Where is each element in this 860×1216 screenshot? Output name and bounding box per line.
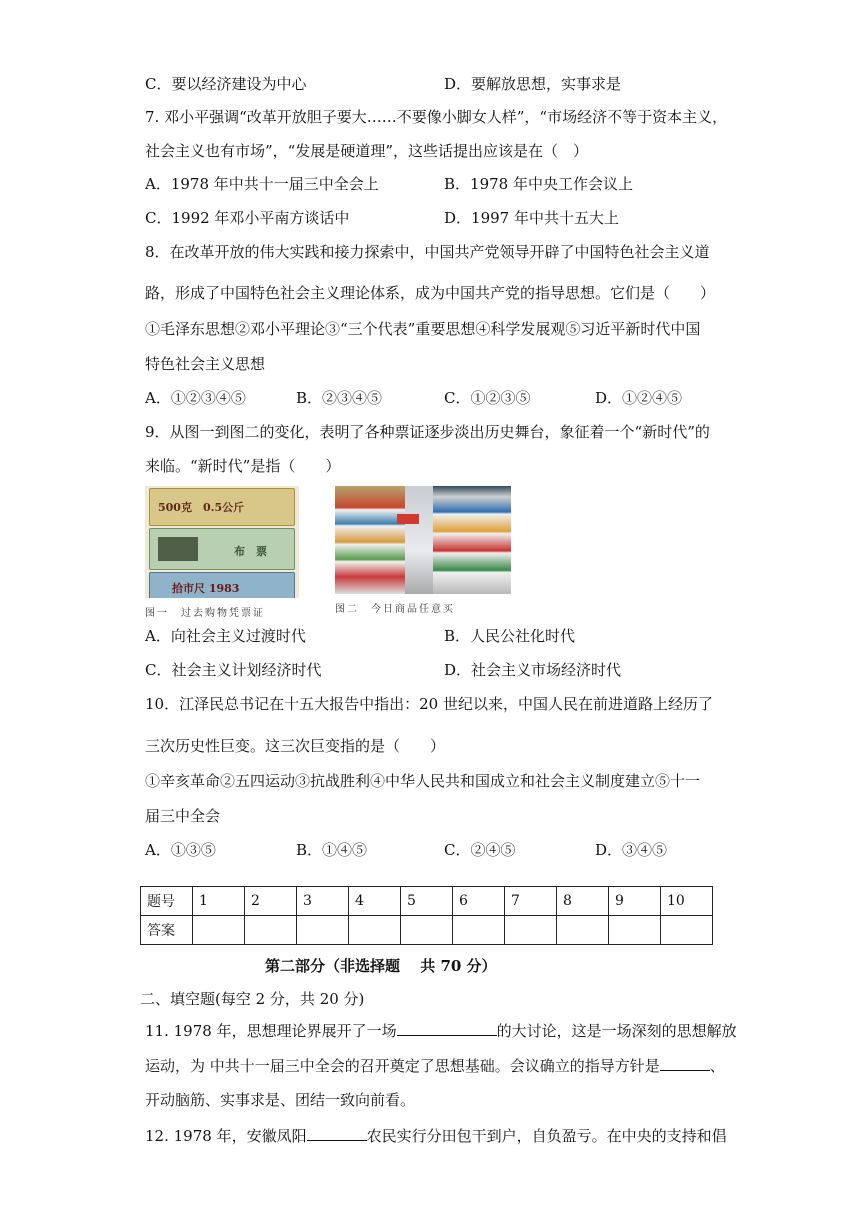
aisle xyxy=(405,486,433,594)
figure-one-caption: 图一 过去购物凭票证 xyxy=(145,608,265,619)
answer-table xyxy=(140,886,713,945)
q11-line2 xyxy=(145,1056,725,1076)
q10-option-a: A．①③⑤ xyxy=(145,841,216,859)
q11-text-part4: 、 xyxy=(709,1057,725,1075)
question-number-cell: 6 xyxy=(453,887,505,916)
q12-text-part1: 12. 1978 年，安徽凤阳 xyxy=(145,1127,307,1145)
q9-option-d: D．社会主义市场经济时代 xyxy=(444,661,622,679)
q12-text-part2: 农民实行分田包干到户，自负盈亏。在中央的支持和倡 xyxy=(366,1127,727,1145)
ration-coupons-image xyxy=(145,486,299,598)
figure-two xyxy=(335,486,511,615)
q9-option-a: A．向社会主义过渡时代 xyxy=(145,627,306,645)
q11-text-part2: 的大讨论，这是一场深刻的思想解放 xyxy=(496,1022,737,1040)
q12-blank-1[interactable] xyxy=(307,1126,367,1141)
answer-table-number-row xyxy=(141,887,713,916)
q9-stem-line1: 9．从图一到图二的变化，表明了各种票证逐步淡出历史舞台，象征着一个“新时代”的 xyxy=(145,423,710,441)
figure-one xyxy=(145,486,299,619)
q7-option-c: C．1992 年邓小平南方谈话中 xyxy=(145,209,350,227)
grain-coupon-text: 500克 0.5公斤 xyxy=(158,501,245,514)
q8-option-c: C．①②③⑤ xyxy=(444,389,531,407)
q11-line3: 开动脑筋、实事求是、团结一致向前看。 xyxy=(145,1091,416,1109)
answer-cell[interactable] xyxy=(193,916,245,945)
q6-option-d: D．要解放思想，实事求是 xyxy=(444,75,622,93)
question-number-cell: 3 xyxy=(297,887,349,916)
q9-option-c: C．社会主义计划经济时代 xyxy=(145,661,322,679)
figure-two-caption: 图二 今日商品任意买 xyxy=(335,604,455,615)
q8-items-line2: 特色社会主义思想 xyxy=(145,355,266,373)
q11-text-part1: 11. 1978 年，思想理论界展开了一场 xyxy=(145,1022,397,1040)
part-two-title: 第二部分（非选择题 共 70 分） xyxy=(265,957,497,975)
q10-option-d: D．③④⑤ xyxy=(595,841,668,859)
question-number-cell: 1 xyxy=(193,887,245,916)
answer-cell[interactable] xyxy=(349,916,401,945)
q10-option-c: C．②④⑤ xyxy=(444,841,516,859)
q7-option-d: D．1997 年中共十五大上 xyxy=(444,209,619,227)
q12-line1 xyxy=(145,1126,727,1146)
q10-stem-line1: 10．江泽民总书记在十五大报告中指出：20 世纪以来，中国人民在前进道路上经历了 xyxy=(145,695,713,713)
q11-blank-1[interactable] xyxy=(397,1021,497,1036)
q10-items-line1: ①辛亥革命②五四运动③抗战胜利④中华人民共和国成立和社会主义制度建立⑤十一 xyxy=(145,772,701,790)
q7-option-a: A．1978 年中共十一届三中全会上 xyxy=(145,175,379,193)
answer-table-answer-row xyxy=(141,916,713,945)
left-shelf xyxy=(335,486,405,594)
q8-option-d: D．①②④⑤ xyxy=(595,389,683,407)
question-number-cell: 8 xyxy=(557,887,609,916)
q6-option-c: C．要以经济建设为中心 xyxy=(145,75,307,93)
question-number-cell: 2 xyxy=(245,887,297,916)
fabric-coupon-text: 拾市尺 1983 xyxy=(172,582,240,595)
answer-cell[interactable] xyxy=(505,916,557,945)
q11-blank-2[interactable] xyxy=(660,1056,710,1071)
q8-option-a: A．①②③④⑤ xyxy=(145,389,246,407)
q8-items-line1: ①毛泽东思想②邓小平理论③“三个代表”重要思想④科学发展观⑤习近平新时代中国 xyxy=(145,320,701,338)
grain-coupon xyxy=(149,488,295,526)
question-number-cell: 7 xyxy=(505,887,557,916)
building-illustration xyxy=(158,537,198,561)
question-number-cell: 4 xyxy=(349,887,401,916)
q10-items-line2: 届三中全会 xyxy=(145,807,221,825)
q10-stem-line2: 三次历史性巨变。这三次巨变指的是（ ） xyxy=(145,737,446,755)
question-number-cell: 5 xyxy=(401,887,453,916)
q8-stem-line2: 路，形成了中国特色社会主义理论体系，成为中国共产党的指导思想。它们是（ ） xyxy=(145,284,716,302)
q8-option-b: B．②③④⑤ xyxy=(296,389,383,407)
q11-text-part3: 运动，为 中共十一届三中全会的召开奠定了思想基础。会议确立的指导方针是 xyxy=(145,1057,660,1075)
q7-stem-line1: 7. 邓小平强调“改革开放胆子要大……不要像小脚女人样”，“市场经济不等于资本主义， xyxy=(145,108,728,126)
question-number-cell: 9 xyxy=(609,887,661,916)
answer-cell[interactable] xyxy=(297,916,349,945)
answer-cell[interactable] xyxy=(557,916,609,945)
number-row-label: 题号 xyxy=(141,887,193,916)
q7-option-b: B．1978 年中央工作会议上 xyxy=(444,175,633,193)
answer-cell[interactable] xyxy=(401,916,453,945)
answer-cell[interactable] xyxy=(609,916,661,945)
q9-stem-line2: 来临。“新时代”是指（ ） xyxy=(145,457,341,475)
section-fill-in-title: 二、填空题(每空 2 分，共 20 分) xyxy=(140,990,365,1008)
q11-line1 xyxy=(145,1021,737,1041)
answer-cell[interactable] xyxy=(245,916,297,945)
q9-option-b: B．人民公社化时代 xyxy=(444,627,576,645)
q7-stem-line2: 社会主义也有市场”，“发展是硬道理”，这些话提出应该是在（ ） xyxy=(145,142,589,160)
question-number-cell: 10 xyxy=(661,887,713,916)
store-sign xyxy=(397,514,419,524)
answer-cell[interactable] xyxy=(661,916,713,945)
cloth-coupon-text: 布 票 xyxy=(234,545,267,558)
q8-stem-line1: 8．在改革开放的伟大实践和接力探索中，中国共产党领导开辟了中国特色社会主义道 xyxy=(145,243,710,261)
answer-cell[interactable] xyxy=(453,916,505,945)
supermarket-image xyxy=(335,486,511,594)
right-shelf xyxy=(433,486,511,594)
answer-row-label: 答案 xyxy=(141,916,193,945)
cloth-coupon xyxy=(149,528,295,570)
fabric-coupon xyxy=(149,572,295,598)
q10-option-b: B．①④⑤ xyxy=(296,841,368,859)
